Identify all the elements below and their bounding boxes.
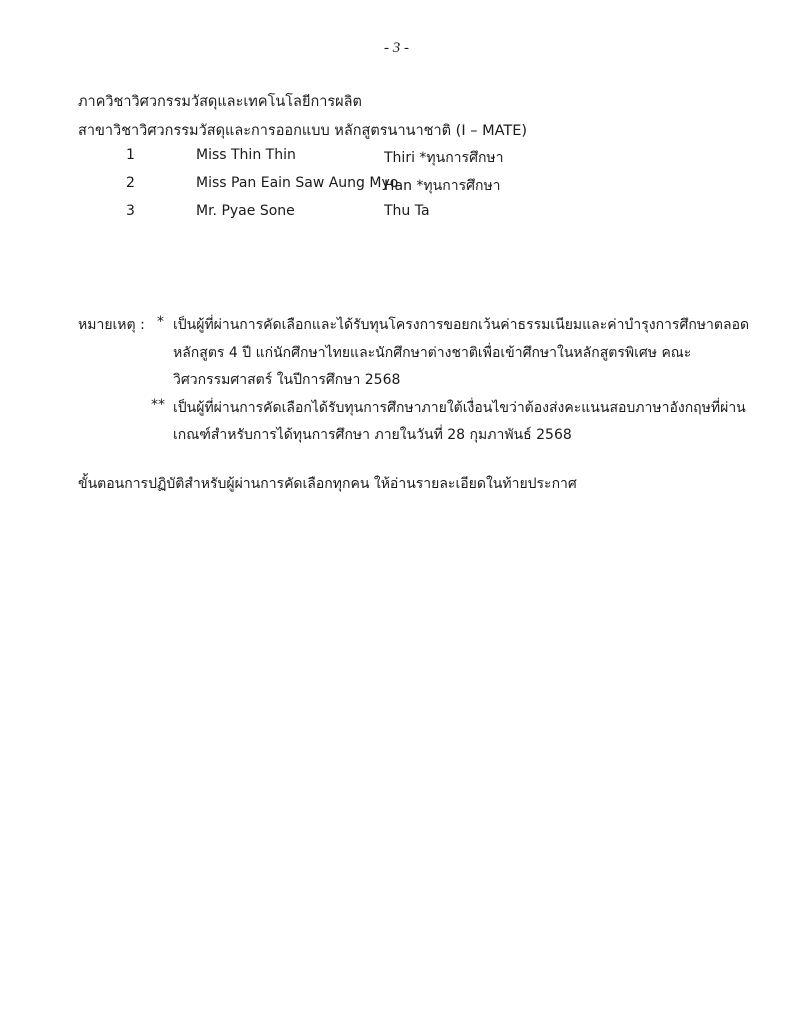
note2-line1: เป็นผู้ที่ผ่านการคัดเลือกได้รับทุนการศึกษาภายใต้เงื่อนไขว่าต้องส่งคะแนนสอบภาษาอังกฤษที่ผ่าน [173, 400, 746, 416]
student-row [0, 203, 791, 225]
program-heading: สาขาวิชาวิศวกรรมวัสดุและการออกแบบ หลักสูตรนานาชาติ (I – MATE) [78, 123, 528, 139]
student-row [0, 175, 791, 197]
note2-line2: เกณฑ์สำหรับการได้ทุนการศึกษา ภายในวันที่ 28 กุมภาพันธ์ 2568 [173, 427, 572, 443]
procedure-note: ขั้นตอนการปฏิบัติสำหรับผู้ผ่านการคัดเลือกทุกคน ให้อ่านรายละเอียดในท้ายประกาศ [78, 476, 577, 492]
student-surname: Thiri *ทุนการศึกษา [384, 150, 504, 166]
student-surname: Thu Ta [384, 203, 430, 219]
note1-line2: หลักสูตร 4 ปี แก่นักศึกษาไทยและนักศึกษาต่างชาติเพื่อเข้าศึกษาในหลักสูตรพิเศษ คณะ [173, 345, 692, 361]
student-surname: Han *ทุนการศึกษา [384, 178, 501, 194]
note1-line1: เป็นผู้ที่ผ่านการคัดเลือกและได้รับทุนโครงการขอยกเว้นค่าธรรมเนียมและค่าบำรุงการศึกษาตลอด [173, 317, 750, 333]
student-number: 2 [126, 175, 135, 191]
note1-line3: วิศวกรรมศาสตร์ ในปีการศึกษา 2568 [173, 372, 401, 388]
student-row [0, 147, 791, 169]
remarks-label: หมายเหตุ : [78, 317, 145, 333]
student-number: 1 [126, 147, 135, 163]
student-name: Miss Pan Eain Saw Aung Myo [196, 175, 399, 191]
note2-marker: ** [151, 397, 165, 413]
student-name: Miss Thin Thin [196, 147, 296, 163]
student-number: 3 [126, 203, 135, 219]
department-heading: ภาควิชาวิศวกรรมวัสดุและเทคโนโลยีการผลิต [78, 94, 362, 110]
student-name: Mr. Pyae Sone [196, 203, 295, 219]
page-number: - 3 - [384, 40, 409, 56]
note1-marker: * [157, 314, 164, 330]
